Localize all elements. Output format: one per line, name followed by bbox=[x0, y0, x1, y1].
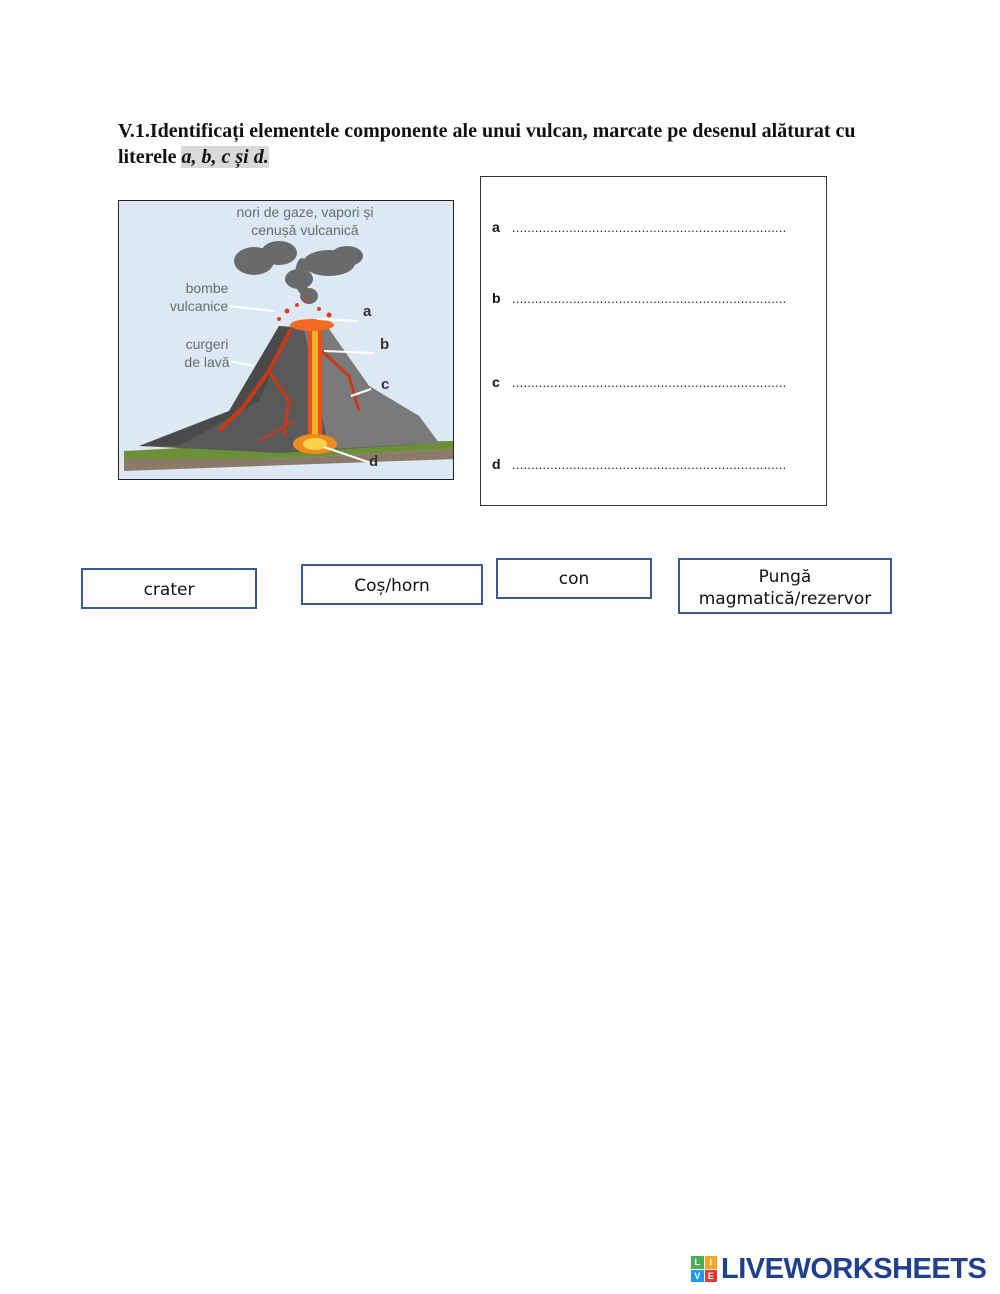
marker-d: d bbox=[369, 453, 379, 470]
label-clouds-line2: cenușă vulcanică bbox=[251, 222, 359, 238]
marker-b: b bbox=[380, 336, 390, 353]
answer-letter-a: a bbox=[492, 219, 500, 235]
chip-label-cos-horn: Coș/horn bbox=[354, 576, 430, 596]
question-highlight: a, b, c și d. bbox=[181, 146, 269, 168]
volcano-figure bbox=[118, 200, 454, 480]
drag-chip-con[interactable] bbox=[496, 558, 652, 599]
answer-letter-c: c bbox=[492, 374, 500, 390]
answer-row-a[interactable] bbox=[492, 219, 802, 239]
label-lava-line2: de lavă bbox=[184, 354, 230, 370]
label-bombs-line2: vulcanice bbox=[169, 298, 229, 314]
chip-label-punga-line1: Pungă bbox=[758, 567, 812, 587]
chip-label-crater: crater bbox=[143, 580, 195, 600]
answer-drop-zone-c[interactable]: ........................................................................ bbox=[512, 375, 787, 390]
answer-drop-zone-d[interactable]: ........................................................................ bbox=[512, 457, 787, 472]
answer-drop-zone-b[interactable]: ........................................................................ bbox=[512, 291, 787, 306]
drag-chip-crater[interactable] bbox=[81, 568, 257, 609]
logo-mark-icon: L I V E bbox=[691, 1256, 717, 1282]
chip-label-con: con bbox=[558, 569, 590, 589]
drag-chip-punga-magmatica[interactable] bbox=[678, 558, 892, 614]
answer-row-d[interactable] bbox=[492, 456, 802, 476]
answer-row-b[interactable] bbox=[492, 290, 802, 310]
question-text: V.1.Identificați elementele componente ale unui vulcan, marcate pe desenul alăturat cu literele bbox=[118, 120, 856, 168]
label-lava-line1: curgeri bbox=[185, 336, 229, 352]
answer-letter-d: d bbox=[492, 456, 501, 472]
liveworksheets-logo bbox=[691, 1254, 986, 1284]
drag-chip-cos-horn[interactable] bbox=[301, 564, 483, 605]
marker-c: c bbox=[381, 376, 390, 393]
label-bombs-line1: bombe bbox=[185, 280, 229, 296]
chip-label-punga-line2: magmatică/rezervor bbox=[698, 589, 872, 609]
answer-drop-zone-a[interactable]: ........................................................................ bbox=[512, 220, 787, 235]
logo-text: LIVEWORKSHEETS bbox=[721, 1252, 987, 1285]
marker-a: a bbox=[363, 303, 372, 320]
volcano-illustration bbox=[119, 201, 454, 480]
answer-box bbox=[480, 176, 827, 506]
question-title bbox=[118, 118, 878, 170]
answer-letter-b: b bbox=[492, 290, 501, 306]
answer-row-c[interactable] bbox=[492, 374, 802, 394]
label-clouds-line1: nori de gaze, vapori și bbox=[236, 204, 374, 220]
